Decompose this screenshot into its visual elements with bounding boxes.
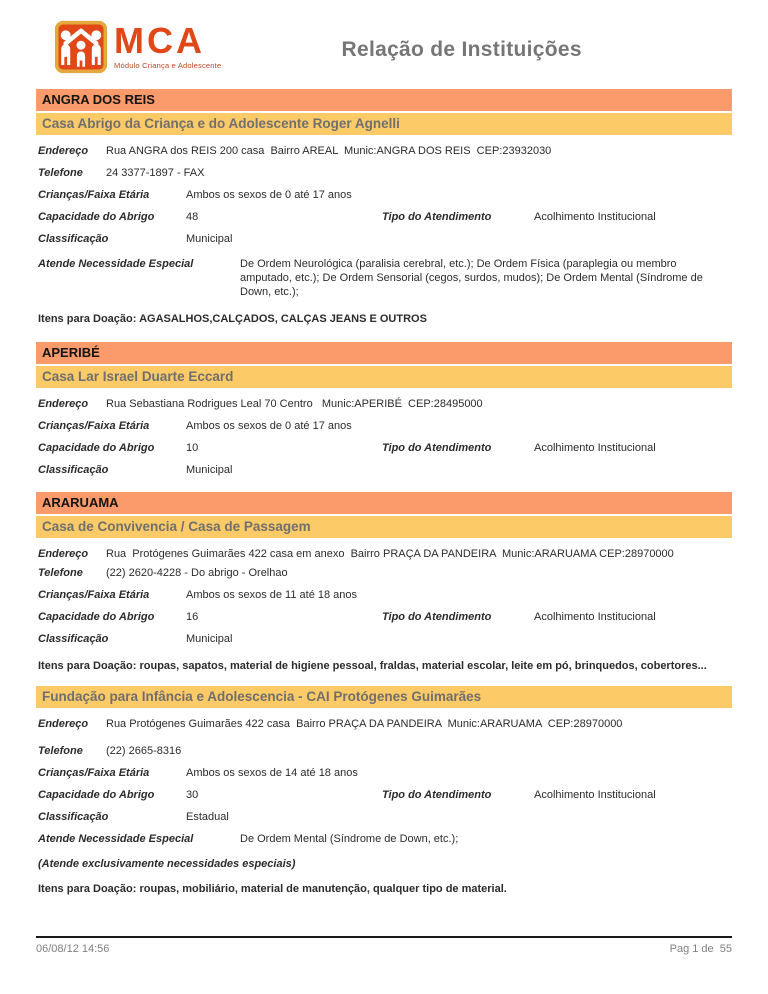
capacidade-row: [38, 788, 730, 802]
municipality-section: [36, 342, 732, 477]
telefone-row: [38, 566, 730, 580]
capacidade-row: [38, 610, 730, 624]
field-value: Rua Protógenes Guimarães 422 casa Bairro PRAÇA DA PANDEIRA Munic:ARARUAMA CEP:28970000: [106, 718, 623, 730]
page-footer: [36, 936, 732, 955]
field-value: 10: [186, 442, 199, 454]
field-label: Capacidade do Abrigo: [38, 611, 155, 623]
institution-block: [36, 686, 732, 897]
field-value: De Ordem Mental (Síndrome de Down, etc.);: [240, 833, 459, 845]
footer-datetime: 06/08/12 14:56: [36, 943, 110, 955]
field-value: 48: [186, 211, 199, 223]
faixa-etaria-row: [38, 766, 730, 780]
logo-subtitle: Módulo Criança e Adolescente: [114, 61, 222, 70]
logo-acronym: MCA: [114, 20, 205, 61]
field-label: Classificação: [38, 811, 109, 823]
municipality-header: ANGRA DOS REIS: [36, 89, 732, 111]
page-header: [0, 0, 768, 74]
field-label: Endereço: [38, 398, 89, 410]
necessidade-row: [38, 257, 730, 299]
itens-doacao: Itens para Doação: roupas, sapatos, material de higiene pessoal, fraldas, material escolar, leite em pó, brinquedos, cobertores...: [38, 660, 707, 672]
institution-block: [36, 516, 732, 674]
classificacao-row: [38, 463, 730, 477]
faixa-etaria-row: [38, 588, 730, 602]
field-value: Ambos os sexos de 0 até 17 anos: [186, 189, 352, 201]
municipality-header: APERIBÉ: [36, 342, 732, 364]
logo-text: [114, 20, 222, 70]
field-label: Atende Necessidade Especial: [38, 833, 194, 845]
municipality-section: [36, 89, 732, 327]
faixa-etaria-row: [38, 188, 730, 202]
field-label: Tipo do Atendimento: [382, 211, 492, 223]
telefone-row: [38, 166, 730, 180]
endereco-row: [38, 547, 730, 561]
field-value: Rua Protógenes Guimarães 422 casa em anexo Bairro PRAÇA DA PANDEIRA Munic:ARARUAMA CEP:28970000: [106, 548, 674, 560]
field-label: Tipo do Atendimento: [382, 442, 492, 454]
field-label: Capacidade do Abrigo: [38, 211, 155, 223]
field-value: Acolhimento Institucional: [534, 211, 656, 223]
field-value: Rua Sebastiana Rodrigues Leal 70 Centro Munic:APERIBÉ CEP:28495000: [106, 398, 483, 410]
mca-family-house-icon: [54, 20, 108, 74]
institution-name: Casa de Convivencia / Casa de Passagem: [36, 516, 732, 538]
municipality-header: ARARUAMA: [36, 492, 732, 514]
field-label: Crianças/Faixa Etária: [38, 420, 150, 432]
institution-block: [36, 113, 732, 327]
telefone-row: [38, 744, 730, 758]
necessidade-row: [38, 832, 730, 846]
field-value: 24 3377-1897 - FAX: [106, 167, 205, 179]
institution-name: Casa Lar Israel Duarte Eccard: [36, 366, 732, 388]
field-label: Crianças/Faixa Etária: [38, 589, 150, 601]
report-body: [0, 89, 768, 897]
itens-doacao: Itens para Doação: roupas, mobiliário, material de manutenção, qualquer tipo de material.: [38, 883, 507, 895]
field-value: Municipal: [186, 464, 233, 476]
field-value: Ambos os sexos de 11 até 18 anos: [186, 589, 358, 601]
classificacao-row: [38, 810, 730, 824]
field-value: De Ordem Neurológica (paralisia cerebral, etc.); De Ordem Física (paraplegia ou membro amputado, etc.); De Ordem Sensorial (cegos, surdos, mudos); De Ordem Mental (Síndrome de Down, etc.);: [240, 258, 706, 298]
capacidade-row: [38, 441, 730, 455]
field-value: Municipal: [186, 233, 233, 245]
footer-page-number: Pag 1 de 55: [669, 943, 732, 955]
field-label: Telefone: [38, 567, 83, 579]
field-value: 30: [186, 789, 199, 801]
field-label: Classificação: [38, 633, 109, 645]
field-label: Endereço: [38, 145, 89, 157]
classificacao-row: [38, 632, 730, 646]
mca-logo: [54, 20, 221, 74]
field-label: Classificação: [38, 233, 109, 245]
field-label: Crianças/Faixa Etária: [38, 767, 150, 779]
institution-name: Casa Abrigo da Criança e do Adolescente Roger Agnelli: [36, 113, 732, 135]
field-label: Capacidade do Abrigo: [38, 442, 155, 454]
endereco-row: [38, 397, 730, 411]
field-label: Telefone: [38, 745, 83, 757]
field-value: Acolhimento Institucional: [534, 789, 656, 801]
field-value: 16: [186, 611, 199, 623]
field-value: Municipal: [186, 633, 233, 645]
atende-exclusivo-note: (Atende exclusivamente necessidades especiais): [38, 858, 296, 870]
itens-doacao: Itens para Doação: AGASALHOS,CALÇADOS, CALÇAS JEANS E OUTROS: [38, 313, 427, 325]
endereco-row: [38, 717, 730, 731]
field-label: Endereço: [38, 548, 89, 560]
field-label: Capacidade do Abrigo: [38, 789, 155, 801]
field-value: Ambos os sexos de 14 até 18 anos: [186, 767, 358, 779]
field-value: Ambos os sexos de 0 até 17 anos: [186, 420, 352, 432]
field-value: (22) 2665-8316: [106, 745, 182, 757]
endereco-row: [38, 144, 730, 158]
field-label: Tipo do Atendimento: [382, 789, 492, 801]
field-label: Telefone: [38, 167, 83, 179]
field-label: Crianças/Faixa Etária: [38, 189, 150, 201]
classificacao-row: [38, 232, 730, 246]
municipality-section: [36, 492, 732, 897]
page-title: Relação de Instituições: [341, 38, 582, 61]
field-label: Classificação: [38, 464, 109, 476]
field-label: Endereço: [38, 718, 89, 730]
institution-block: [36, 366, 732, 477]
field-value: Rua ANGRA dos REIS 200 casa Bairro AREAL Munic:ANGRA DOS REIS CEP:23932030: [106, 145, 552, 157]
field-value: Acolhimento Institucional: [534, 611, 656, 623]
field-label: Tipo do Atendimento: [382, 611, 492, 623]
field-value: Acolhimento Institucional: [534, 442, 656, 454]
field-label: Atende Necessidade Especial: [38, 258, 194, 270]
capacidade-row: [38, 210, 730, 224]
field-value: Estadual: [186, 811, 229, 823]
institution-name: Fundação para Infância e Adolescencia - CAI Protógenes Guimarães: [36, 686, 732, 708]
faixa-etaria-row: [38, 419, 730, 433]
field-value: (22) 2620-4228 - Do abrigo - Orelhao: [106, 567, 288, 579]
